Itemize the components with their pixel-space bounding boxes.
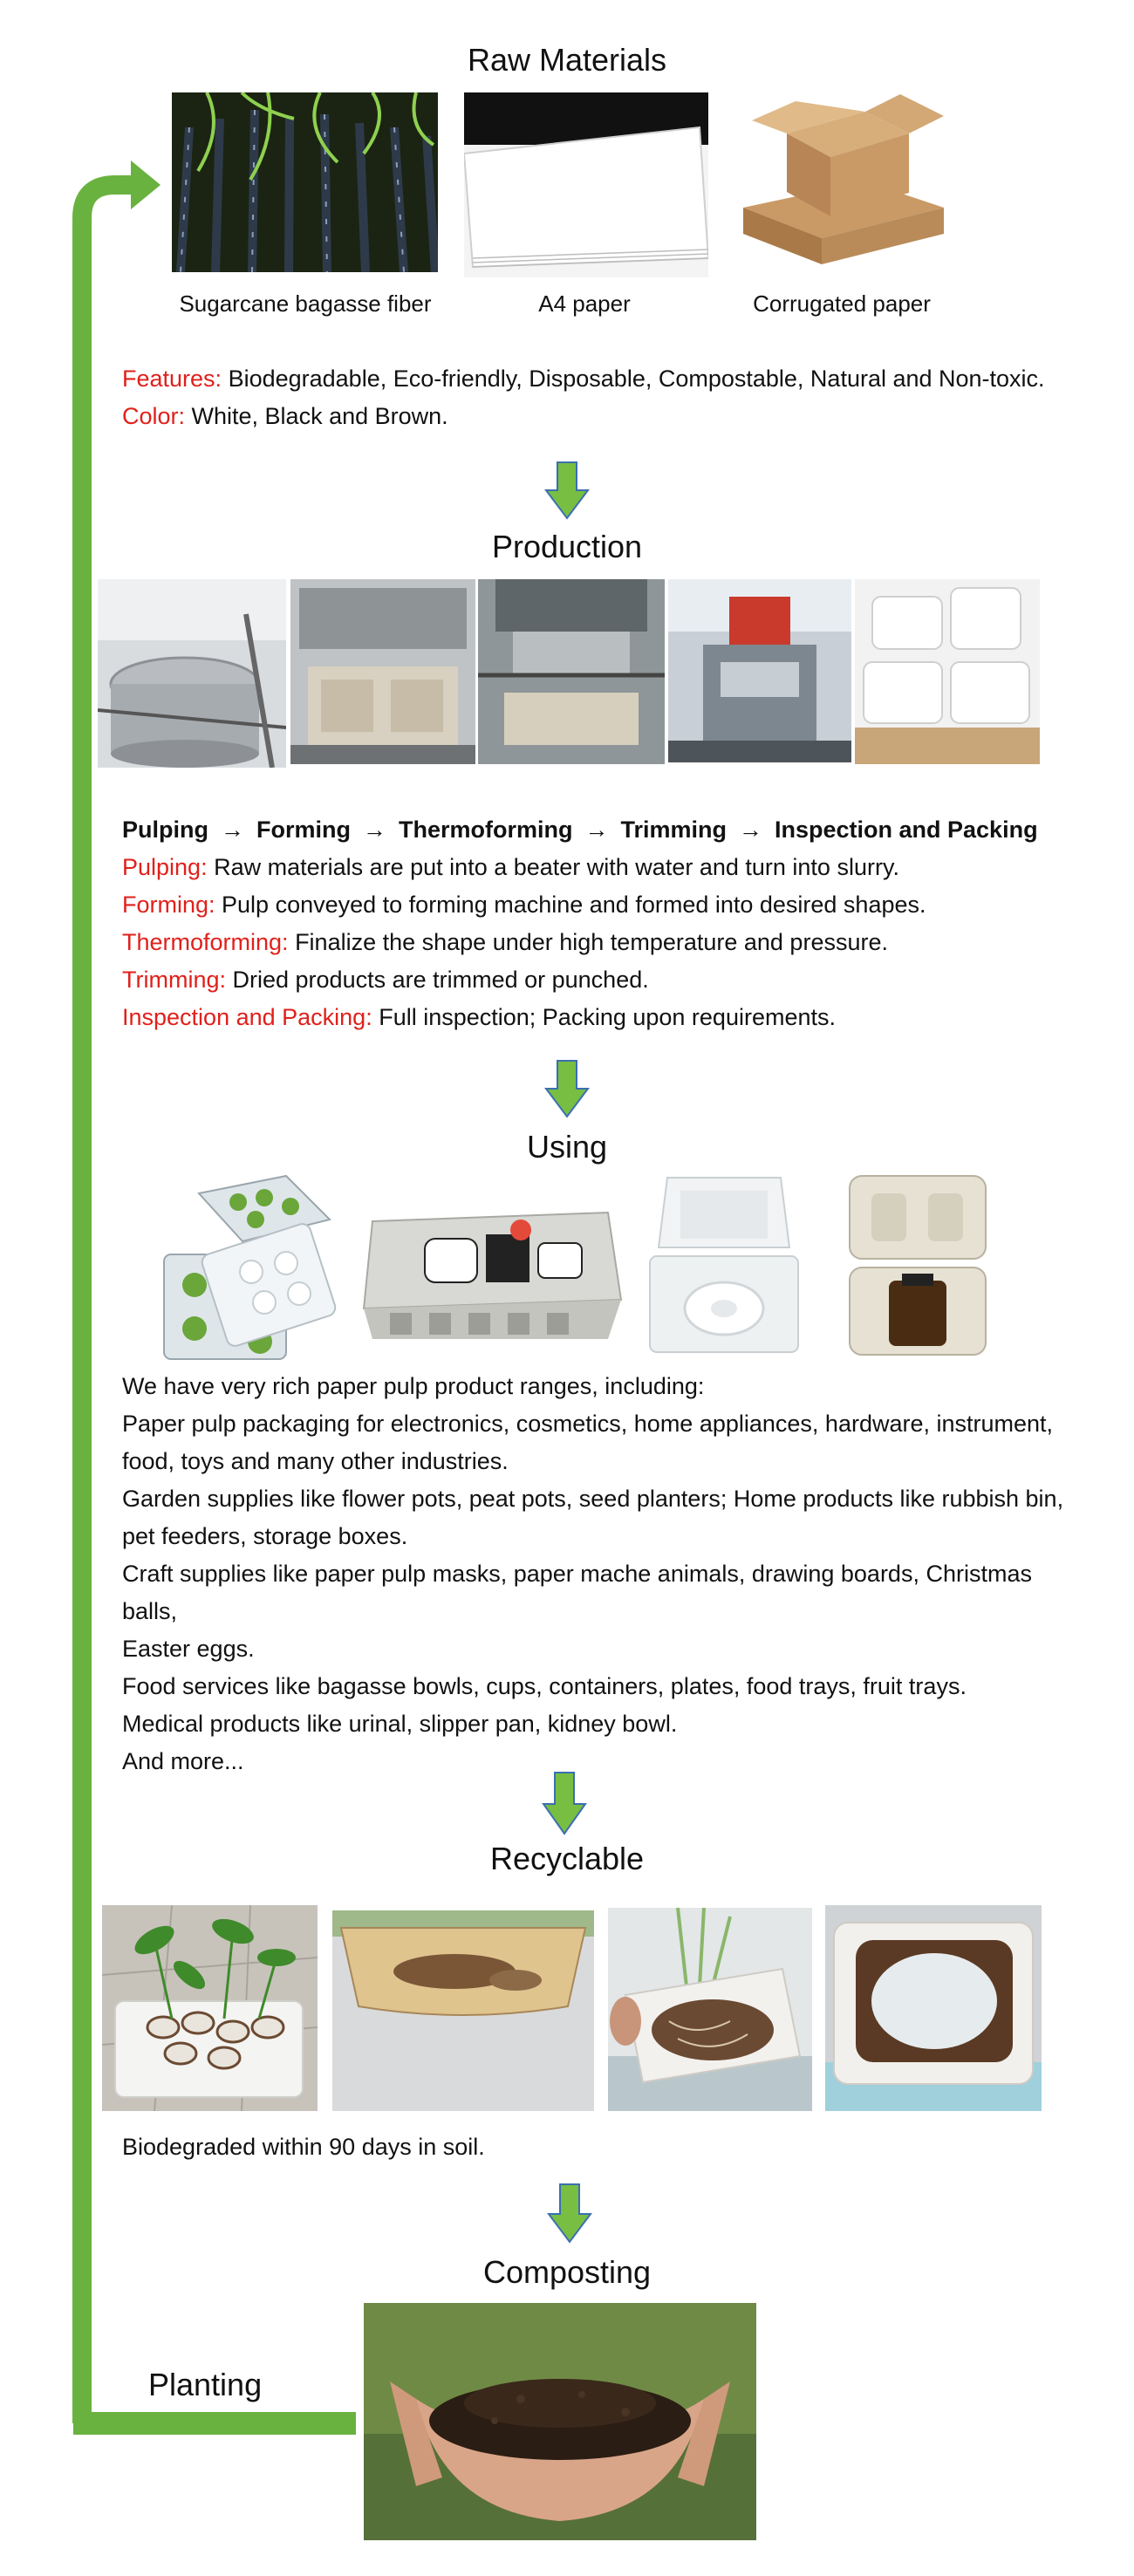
- using-line: Paper pulp packaging for electronics, cosmetics, home appliances, hardware, instrument,: [122, 1411, 1054, 1437]
- step-forming: [122, 886, 1082, 924]
- color-text: White, Black and Brown.: [185, 403, 448, 429]
- flow-arrow-2: →: [362, 817, 386, 843]
- flow-thermoforming: Thermoforming: [398, 817, 573, 843]
- caption-corrugated: Corrugated paper: [753, 290, 931, 317]
- using-line: We have very rich paper pulp product ranges, including:: [122, 1373, 705, 1399]
- production-title: Production: [491, 529, 643, 564]
- features-text: Biodegradable, Eco-friendly, Disposable, Compostable, Natural and Non-toxic.: [222, 366, 1045, 392]
- production-photo-trimming: [668, 579, 851, 762]
- corrugated-paper-photo: [734, 85, 953, 279]
- step-text: Dried products are trimmed or punched.: [226, 967, 649, 993]
- step-text: Full inspection; Packing upon requirements.: [372, 1004, 836, 1030]
- composting-title: Composting: [482, 2254, 652, 2290]
- using-line: Garden supplies like flower pots, peat pots, seed planters; Home products like rubbish bin,: [122, 1486, 1064, 1512]
- using-photo-white-tray: [641, 1169, 807, 1363]
- using-line: Food services like bagasse bowls, cups, containers, plates, food trays, fruit trays.: [122, 1673, 967, 1699]
- recyclable-photo-roots: [608, 1908, 812, 2111]
- down-arrow-1: [544, 461, 590, 520]
- flow-trimming: Trimming: [620, 817, 727, 843]
- using-photo-bottle-tray: [841, 1167, 994, 1364]
- process-flow: [122, 811, 1082, 849]
- a4-paper-photo: [464, 92, 708, 277]
- step-label: Forming:: [122, 892, 215, 918]
- planting-label: Planting: [148, 2367, 263, 2402]
- raw-materials-title: Raw Materials: [467, 42, 667, 78]
- color-label: Color:: [122, 403, 186, 429]
- production-photo-thermoforming: [478, 579, 665, 764]
- color-line: [122, 398, 1082, 435]
- step-label: Trimming:: [122, 967, 226, 993]
- step-text: Finalize the shape under high temperature and pressure.: [288, 929, 888, 955]
- using-line: Easter eggs.: [122, 1636, 255, 1662]
- down-arrow-2: [544, 1059, 590, 1118]
- step-trimming: [122, 961, 1082, 999]
- recyclable-photo-planter: [102, 1905, 318, 2111]
- using-description: [122, 1368, 1082, 1780]
- step-inspection-packing: [122, 999, 1082, 1036]
- using-line: Medical products like urinal, slipper pan, kidney bowl.: [122, 1711, 678, 1737]
- features-label: Features:: [122, 366, 222, 392]
- production-photo-packing: [855, 579, 1040, 764]
- composting-photo-soil-hands: [364, 2303, 756, 2540]
- using-line: Craft supplies like paper pulp masks, paper mache animals, drawing boards, Christmas balls,: [122, 1561, 1032, 1624]
- step-label: Thermoforming:: [122, 929, 289, 955]
- step-label: Pulping:: [122, 854, 208, 880]
- flow-arrow-4: →: [739, 817, 762, 843]
- using-line: And more...: [122, 1748, 244, 1774]
- using-title: Using: [526, 1129, 608, 1165]
- recyclable-title: Recyclable: [489, 1841, 645, 1876]
- down-arrow-4: [547, 2183, 592, 2244]
- features-line: [122, 360, 1082, 398]
- using-photo-toy-tray: [355, 1204, 625, 1343]
- recyclable-note: Biodegraded within 90 days in soil.: [122, 2134, 485, 2160]
- flow-arrow-3: →: [584, 817, 609, 843]
- caption-a4-paper: A4 paper: [538, 290, 631, 317]
- recyclable-photo-decomposed: [825, 1905, 1042, 2111]
- recyclable-photo-soil-tray: [332, 1910, 594, 2111]
- flow-inspection-packing: Inspection and Packing: [775, 817, 1038, 843]
- step-label: Inspection and Packing:: [122, 1004, 372, 1030]
- production-photo-forming: [290, 579, 475, 764]
- flow-forming: Forming: [256, 817, 351, 843]
- flow-pulping: Pulping: [122, 817, 208, 843]
- step-text: Pulp conveyed to forming machine and formed into desired shapes.: [215, 892, 926, 918]
- using-line: pet feeders, storage boxes.: [122, 1523, 408, 1549]
- step-thermoforming: [122, 924, 1082, 961]
- caption-sugarcane: Sugarcane bagasse fiber: [179, 290, 432, 317]
- production-photo-pulping: [98, 579, 286, 768]
- step-text: Raw materials are put into a beater with water and turn into slurry.: [207, 854, 899, 880]
- flow-arrow-1: →: [220, 817, 244, 843]
- step-pulping: [122, 849, 1082, 886]
- down-arrow-3: [542, 1771, 587, 1835]
- using-line: food, toys and many other industries.: [122, 1448, 509, 1474]
- sugarcane-bagasse-photo: [172, 92, 438, 272]
- using-photo-egg-tray: [155, 1167, 345, 1370]
